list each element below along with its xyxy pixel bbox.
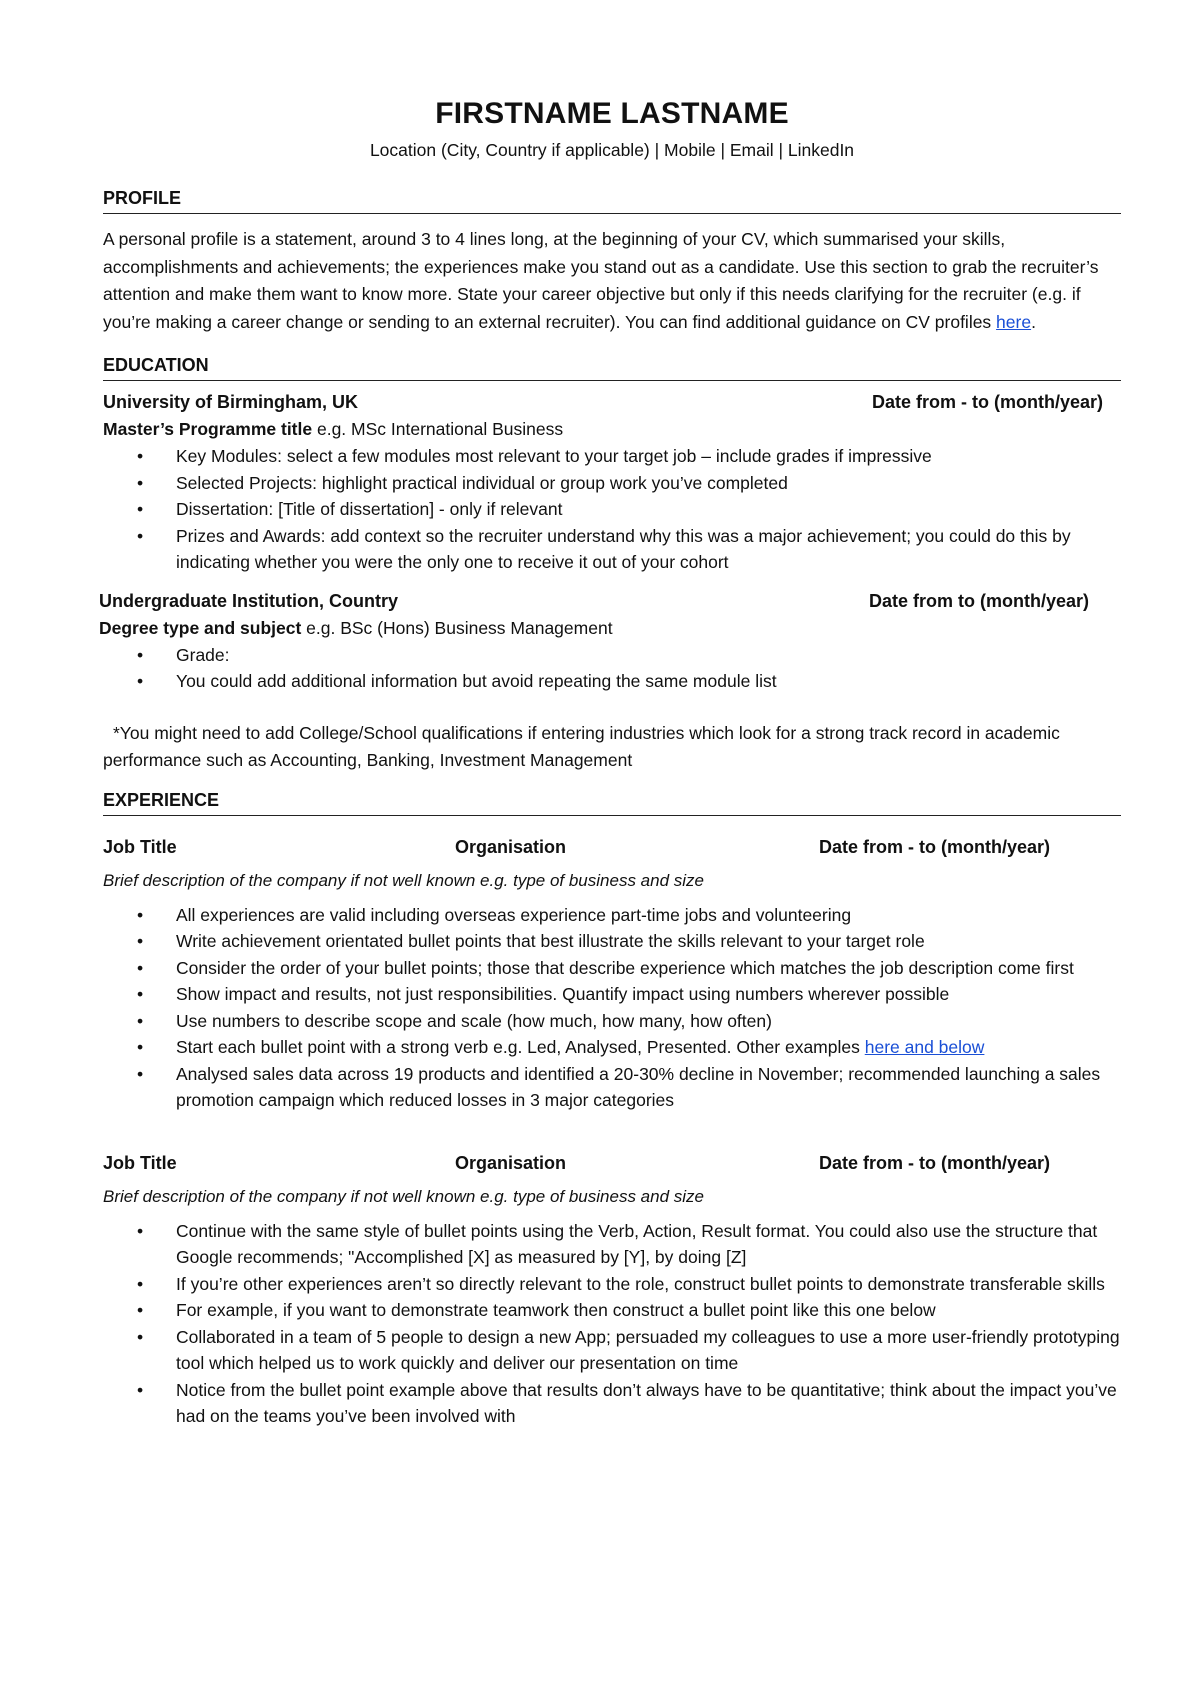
education-heading: EDUCATION xyxy=(103,354,1121,381)
profile-guidance-link[interactable]: here xyxy=(996,311,1032,332)
job-organisation: Organisation xyxy=(455,836,567,857)
job-title: Job Title xyxy=(103,836,177,857)
institution-name: Undergraduate Institution, Country xyxy=(99,590,398,611)
bullet-icon: • xyxy=(137,499,144,519)
list-item: • Selected Projects: highlight practical individual or group work you’ve completed xyxy=(103,470,1121,497)
bullet-icon: • xyxy=(137,1010,144,1031)
degree-line: Degree type and subject e.g. BSc (Hons) Business Management xyxy=(99,617,613,638)
bullet-icon: • xyxy=(137,1037,144,1057)
institution-name: University of Birmingham, UK xyxy=(103,392,359,412)
company-description: Brief description of the company if not well known e.g. type of business and size xyxy=(103,870,704,890)
experience-bullets xyxy=(103,902,1121,1114)
bullet-icon: • xyxy=(137,1326,144,1347)
bullet-icon: • xyxy=(137,931,144,951)
experience-entry-2 xyxy=(103,1148,1121,1430)
list-item: • If you’re other experiences aren’t so directly relevant to the role, construct bullet points to demonstrate transferable skills xyxy=(103,1271,1121,1298)
list-item: • For example, if you want to demonstrate teamwork then construct a bullet point like this one below xyxy=(103,1297,1121,1324)
education-dates: Date from to (month/year) xyxy=(868,590,1089,611)
bullet-icon: • xyxy=(137,446,144,466)
bullet-icon: • xyxy=(137,984,144,1004)
experience-entry-1 xyxy=(103,832,1121,1114)
job-dates: Date from - to (month/year) xyxy=(819,836,1051,857)
list-item: • Key Modules: select a few modules most relevant to your target job – include grades if impressive xyxy=(103,443,1121,470)
list-item: • Start each bullet point with a strong verb e.g. Led, Analysed, Presented. Other examples here and below xyxy=(103,1034,1121,1061)
list-item: • Prizes and Awards: add context so the recruiter understand why this was a major achievement; you could do this by indicating whether you were the only one to receive it out of your cohort xyxy=(103,523,1121,576)
bullet-icon: • xyxy=(137,904,144,925)
bullet-icon: • xyxy=(137,644,144,665)
list-item: • Analysed sales data across 19 products and identified a 20-30% decline in November; recommended launching a sales promotion campaign which reduced losses in 3 major categories xyxy=(103,1061,1121,1114)
profile-heading: PROFILE xyxy=(103,187,1121,214)
job-organisation: Organisation xyxy=(455,1152,567,1173)
degree-line: Master’s Programme title e.g. MSc International Business xyxy=(103,419,564,439)
education-bullets xyxy=(103,642,1121,695)
list-item: • Consider the order of your bullet points; those that describe experience which matches the job description come first xyxy=(103,955,1121,982)
bullet-icon: • xyxy=(137,472,144,493)
education-row xyxy=(99,588,1121,615)
experience-bullets xyxy=(103,1218,1121,1430)
experience-heading: EXPERIENCE xyxy=(103,789,1121,816)
bullet-icon: • xyxy=(137,1273,144,1294)
list-item: • Grade: xyxy=(103,642,1121,669)
list-item: • Collaborated in a team of 5 people to design a new App; persuaded my colleagues to use a more user-friendly prototyping tool which helped us to work quickly and deliver our presentation on time xyxy=(103,1324,1121,1377)
job-row xyxy=(103,832,1121,862)
list-item: • You could add additional information but avoid repeating the same module list xyxy=(103,668,1121,695)
bullet-icon: • xyxy=(137,1379,144,1400)
verb-examples-link[interactable]: here and below xyxy=(864,1037,985,1057)
education-dates: Date from - to (month/year) xyxy=(871,392,1103,412)
bullet-icon: • xyxy=(137,1220,144,1241)
list-item: • Continue with the same style of bullet points using the Verb, Action, Result format. You could also use the structure that Google recommends; "Accomplished [X] as measured by [Y], by doing [Z] xyxy=(103,1218,1121,1271)
contact-line: Location (City, Country if applicable) | Mobile | Email | LinkedIn xyxy=(369,140,855,160)
list-item: • All experiences are valid including overseas experience part-time jobs and volunteering xyxy=(103,902,1121,929)
job-title: Job Title xyxy=(103,1152,177,1173)
profile-text: A personal profile is a statement, around 3 to 4 lines long, at the beginning of your CV, which summarised your skills, accomplishments and achievements; the experiences make you stand out as a candidate. Use this section to grab the recruiter’s attention and make them want to know more. State your career objective but only if this needs clarifying for the recruiter (e.g. if you’re making a career change or sending to an external recruiter). You can find additional guidance on CV profiles here. xyxy=(103,229,1099,332)
education-bullets xyxy=(103,443,1121,576)
list-item: • Write achievement orientated bullet points that best illustrate the skills relevant to your target role xyxy=(103,928,1121,955)
job-dates: Date from - to (month/year) xyxy=(819,1152,1051,1173)
job-row xyxy=(103,1148,1121,1178)
list-item: • Dissertation: [Title of dissertation] - only if relevant xyxy=(103,496,1121,523)
bullet-icon: • xyxy=(137,1063,144,1084)
education-row xyxy=(103,389,1121,416)
education-note: *You might need to add College/School qualifications if entering industries which look for a strong track record in academic performance such as Accounting, Banking, Investment Management xyxy=(103,722,1060,770)
list-item: • Use numbers to describe scope and scale (how much, how many, how often) xyxy=(103,1008,1121,1035)
bullet-icon: • xyxy=(137,1300,144,1320)
company-description: Brief description of the company if not well known e.g. type of business and size xyxy=(103,1186,704,1206)
education-entry-undergrad xyxy=(99,588,1121,695)
list-item: • Notice from the bullet point example above that results don’t always have to be quantitative; think about the impact you’ve had on the teams you’ve been involved with xyxy=(103,1377,1121,1430)
bullet-icon: • xyxy=(137,957,144,978)
bullet-icon: • xyxy=(137,525,144,546)
candidate-name: FIRSTNAME LASTNAME xyxy=(435,97,789,130)
list-item: • Show impact and results, not just responsibilities. Quantify impact using numbers wherever possible xyxy=(103,981,1121,1008)
cv-page xyxy=(99,96,1121,1430)
education-entry-masters xyxy=(103,389,1121,576)
bullet-icon: • xyxy=(137,671,144,691)
